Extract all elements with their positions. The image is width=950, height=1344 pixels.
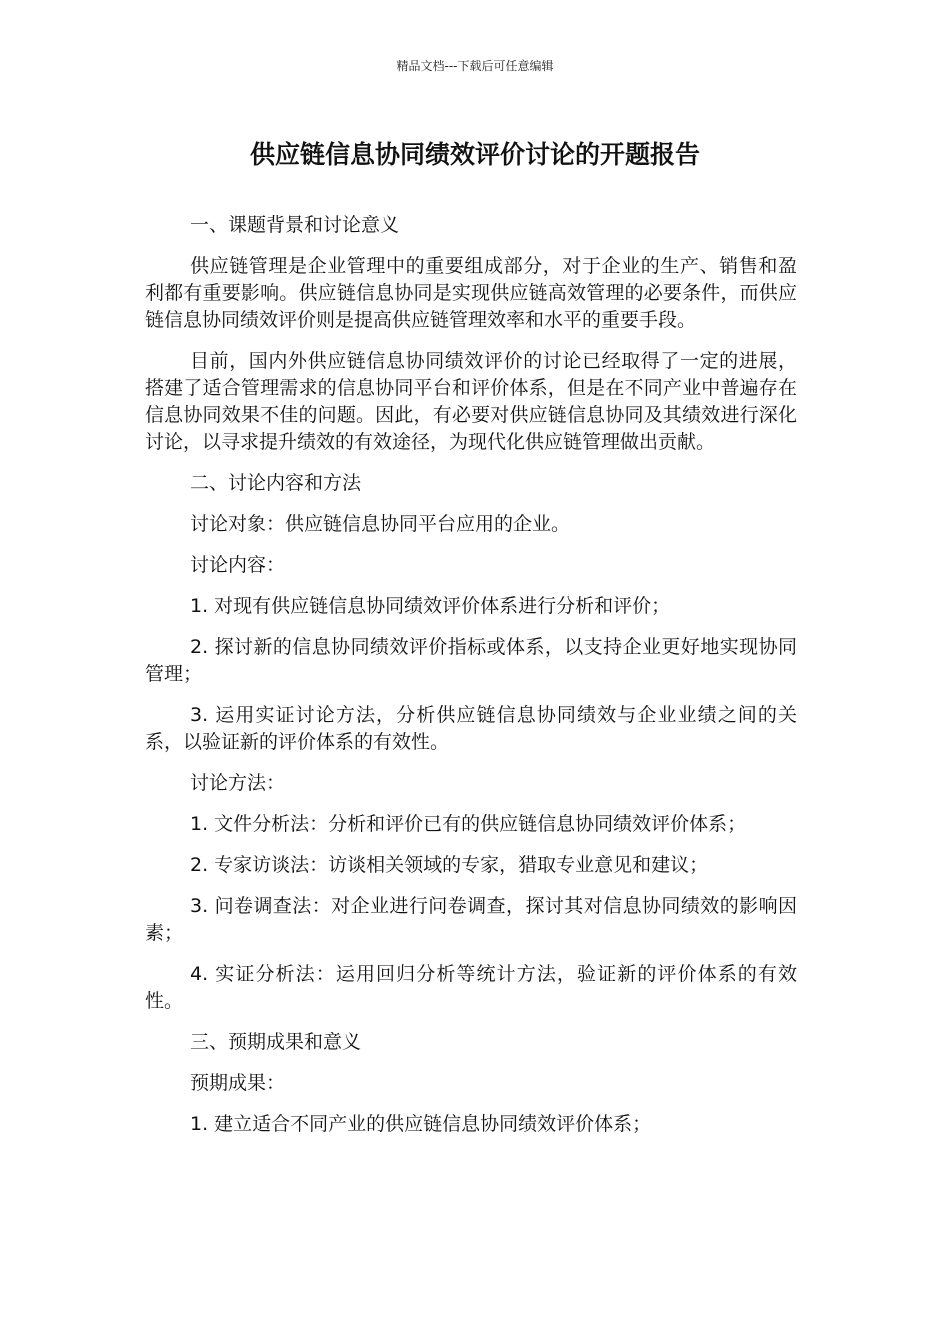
paragraph-research-object: 讨论对象：供应链信息协同平台应用的企业。	[190, 513, 571, 535]
section-heading-expected-results: 三、预期成果和意义	[190, 1031, 362, 1053]
list-item-method-3: 3. 问卷调查法：对企业进行问卷调查，探讨其对信息协同绩效的影响因素；	[145, 895, 797, 944]
list-item-method-4: 4. 实证分析法：运用回归分析等统计方法，验证新的评价体系的有效性。	[145, 963, 797, 1012]
list-item-method-1: 1. 文件分析法：分析和评价已有的供应链信息协同绩效评价体系；	[190, 813, 747, 835]
paragraph-research-method-label: 讨论方法：	[190, 772, 286, 794]
list-item-content-2: 2. 探讨新的信息协同绩效评价指标或体系，以支持企业更好地实现协同管理；	[145, 636, 797, 685]
section-heading-background: 一、课题背景和讨论意义	[190, 214, 400, 236]
paragraph-current-research: 目前，国内外供应链信息协同绩效评价的讨论已经取得了一定的进展，搭建了适合管理需求的信息协同平台和评价体系，但是在不同产业中普遍存在信息协同效果不佳的问题。因此，有必要对供应链信息协同及其绩效进行深化讨论，以寻求提升绩效的有效途径，为现代化供应链管理做出贡献。	[145, 350, 797, 453]
list-item-content-1: 1. 对现有供应链信息协同绩效评价体系进行分析和评价；	[190, 595, 671, 617]
document-title: 供应链信息协同绩效评价讨论的开题报告	[249, 140, 700, 169]
paragraph-supply-chain-importance: 供应链管理是企业管理中的重要组成部分，对于企业的生产、销售和盈利都有重要影响。供应链信息协同是实现供应链高效管理的必要条件，而供应链信息协同绩效评价则是提高供应链管理效率和水平的重要手段。	[145, 255, 797, 331]
list-item-method-2: 2. 专家访谈法：访谈相关领域的专家，猎取专业意见和建议；	[190, 854, 709, 876]
paragraph-expected-results-label: 预期成果：	[190, 1072, 286, 1094]
list-item-content-3: 3. 运用实证讨论方法，分析供应链信息协同绩效与企业业绩之间的关系，以验证新的评价体系的有效性。	[145, 704, 797, 753]
section-heading-content-methods: 二、讨论内容和方法	[190, 472, 362, 494]
list-item-result-1: 1. 建立适合不同产业的供应链信息协同绩效评价体系；	[190, 1113, 652, 1135]
header-note: 精品文档---下载后可任意编辑	[396, 59, 554, 73]
paragraph-research-content-label: 讨论内容：	[190, 554, 286, 576]
document-body	[145, 212, 797, 1152]
